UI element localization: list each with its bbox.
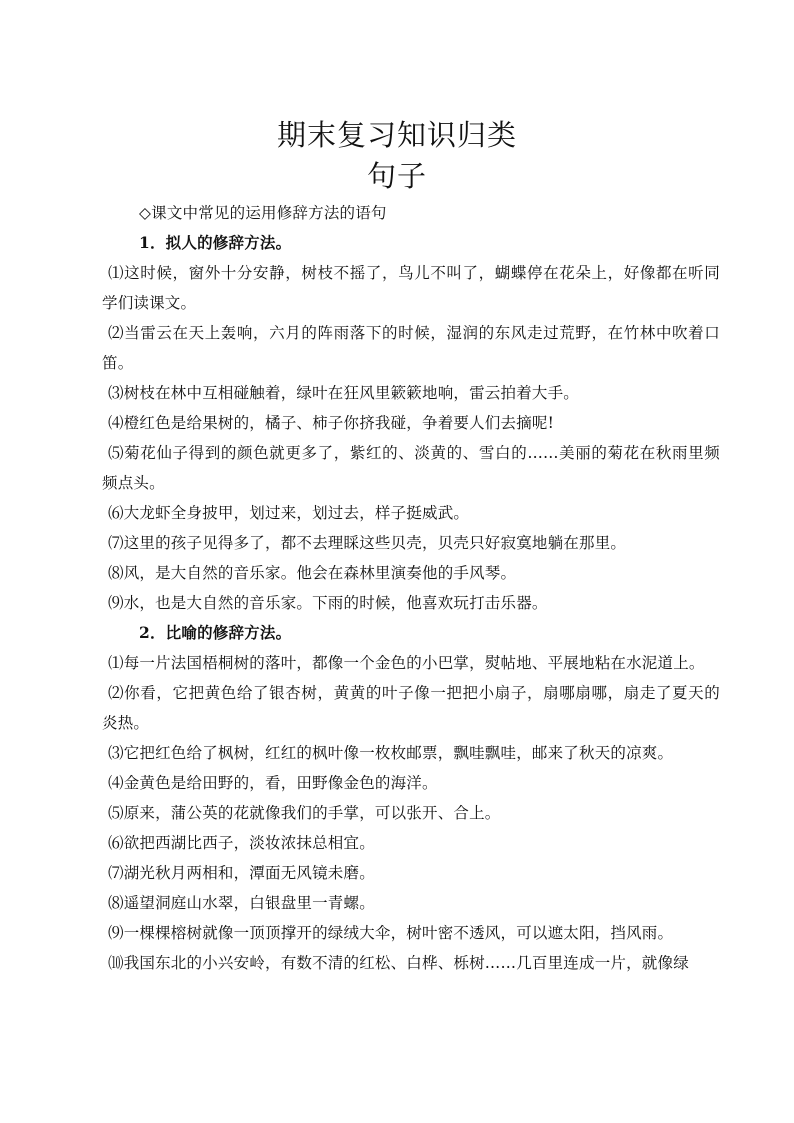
section-heading-metaphor: 2．比喻的修辞方法。 <box>139 623 292 642</box>
list-item: ⑻风，是大自然的音乐家。他会在森林里演奏他的手风琴。 <box>108 564 517 582</box>
list-item: ⑴这时候，窗外十分安静，树枝不摇了，鸟儿不叫了，蝴蝶停在花朵上，好像都在听同学们读课文。 <box>102 264 720 312</box>
list-item: ⑺这里的孩子见得多了，都不去理睬这些贝壳，贝壳只好寂寞地躺在那里。 <box>108 534 627 552</box>
list-item: ⑹大龙虾全身披甲，划过来，划过去，样子挺威武。 <box>108 504 470 522</box>
page-subtitle: 句子 <box>366 159 427 193</box>
page-title: 期末复习知识归类 <box>276 118 517 152</box>
list-item: ⑺湖光秋月两相和，潭面无风镜未磨。 <box>108 864 375 882</box>
list-item: ⑵当雷云在天上轰响，六月的阵雨落下的时候，湿润的东风走过荒野，在竹林中吹着口笛。 <box>102 324 720 372</box>
list-item: ⑸原来，蒲公英的花就像我们的手掌，可以张开、合上。 <box>108 804 501 822</box>
list-item: ⑼一棵棵榕树就像一顶顶撑开的绿绒大伞，树叶密不透风，可以遮太阳，挡风雨。 <box>108 924 674 942</box>
list-item: ⑶它把红色给了枫树，红红的枫叶像一枚枚邮票，飘哇飘哇，邮来了秋天的凉爽。 <box>108 744 674 762</box>
list-item: ⑴每一片法国梧桐树的落叶，都像一个金色的小巴掌，熨帖地、平展地粘在水泥道上。 <box>108 654 705 672</box>
intro-line: ◇课文中常见的运用修辞方法的语句 <box>139 204 387 222</box>
list-item: ⑵你看，它把黄色给了银杏树，黄黄的叶子像一把把小扇子，扇哪扇哪，扇走了夏天的炎热。 <box>102 684 720 732</box>
document-body <box>102 198 720 978</box>
list-item: ⑽我国东北的小兴安岭，有数不清的红松、白桦、栎树……几百里连成一片，就像绿 <box>108 954 689 972</box>
list-item: ⑸菊花仙子得到的颜色就更多了，紫红的、淡黄的、雪白的……美丽的菊花在秋雨里频频点头。 <box>102 444 720 492</box>
list-item: ⑹欲把西湖比西子，淡妆浓抹总相宜。 <box>108 834 375 852</box>
list-item: ⑼水，也是大自然的音乐家。下雨的时候，他喜欢玩打击乐器。 <box>108 594 548 612</box>
list-item: ⑻遥望洞庭山水翠，白银盘里一青螺。 <box>108 894 375 912</box>
list-item: ⑷金黄色是给田野的，看，田野像金色的海洋。 <box>108 774 438 792</box>
list-item: ⑶树枝在林中互相碰触着，绿叶在狂风里簌簌地响，雷云拍着大手。 <box>108 384 580 402</box>
section-heading-personification: 1．拟人的修辞方法。 <box>139 233 292 252</box>
list-item: ⑷橙红色是给果树的，橘子、柿子你挤我碰，争着要人们去摘呢! <box>108 414 555 432</box>
